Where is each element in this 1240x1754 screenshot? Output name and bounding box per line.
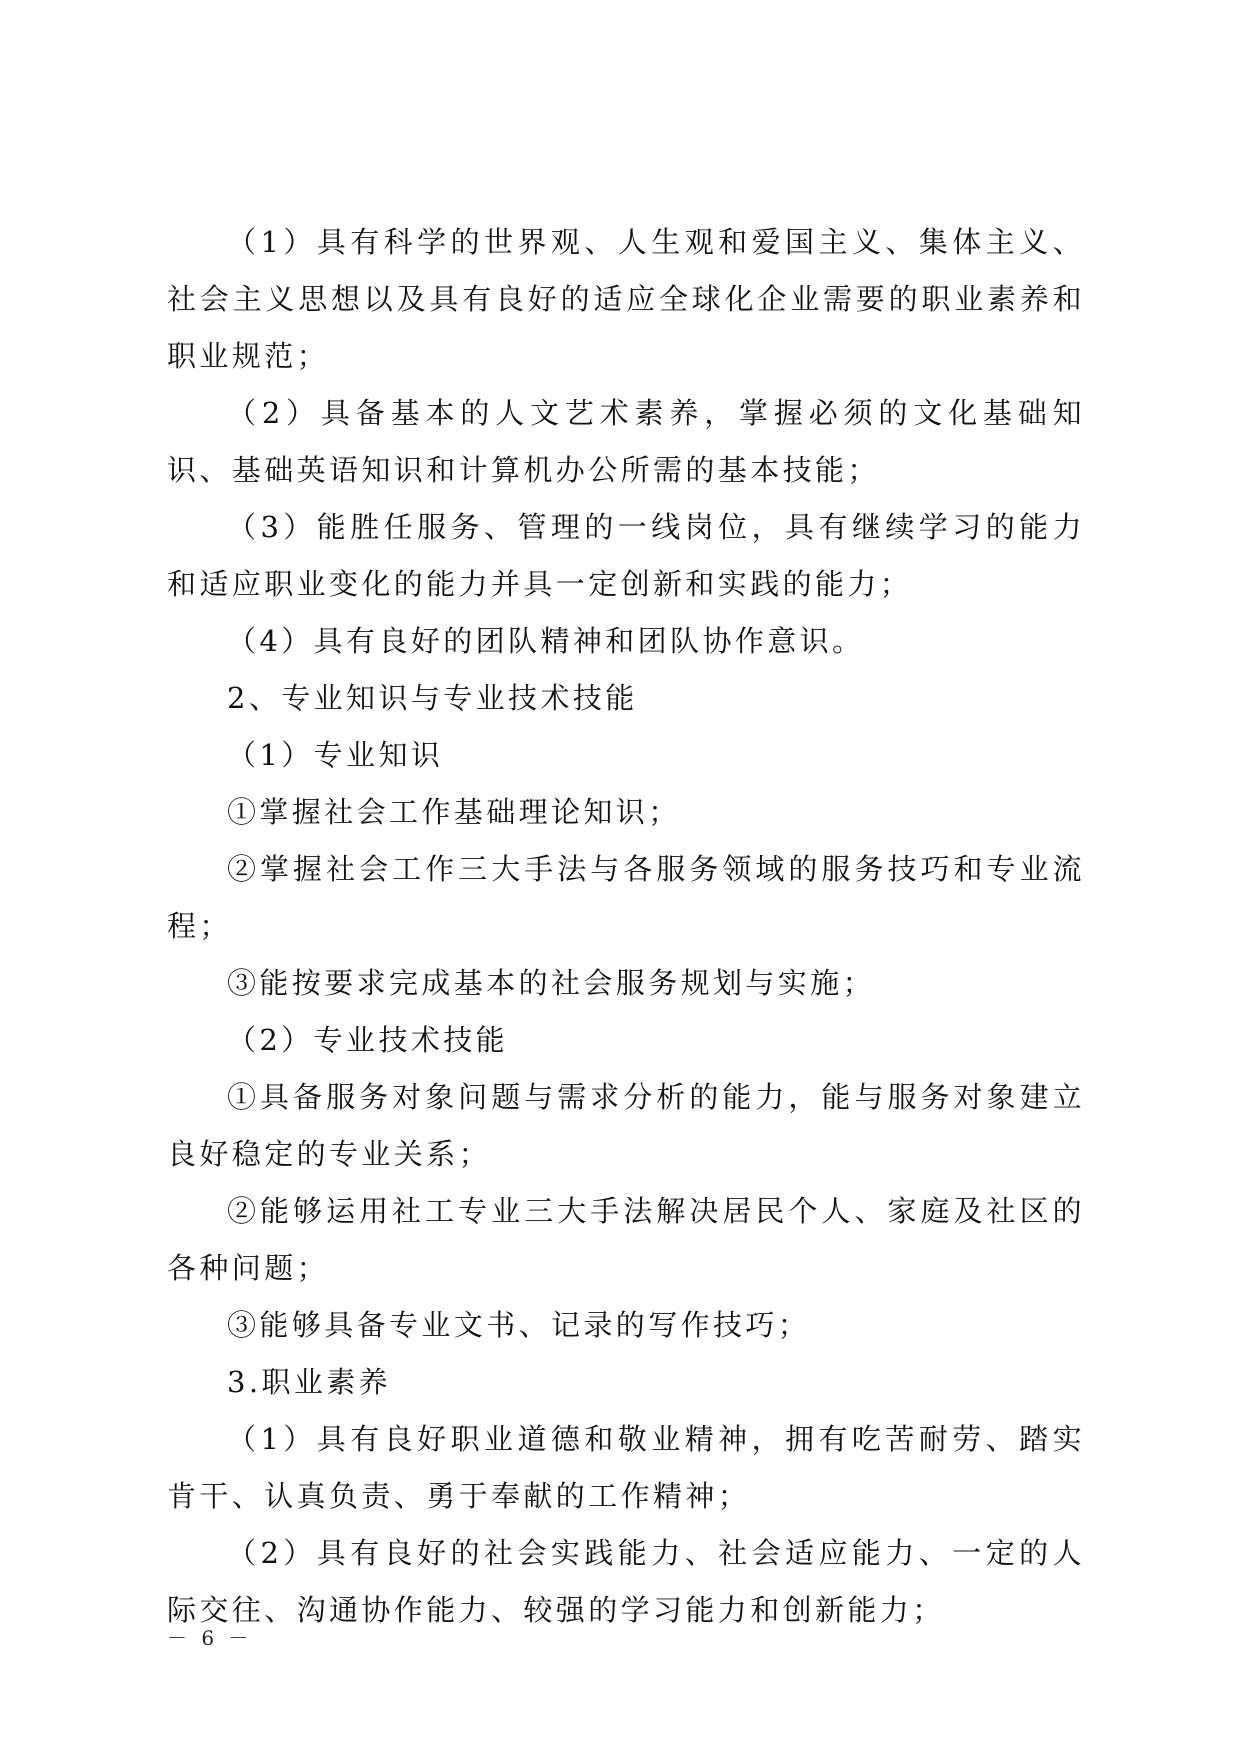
quality-item-1: （1）具有良好职业道德和敬业精神，拥有吃苦耐劳、踏实肯干、认真负责、勇于奉献的工作精神；	[167, 1422, 1085, 1513]
subheading-professional-knowledge: （1）专业知识	[227, 738, 444, 772]
subheading-technical-skills: （2）专业技术技能	[227, 1023, 509, 1057]
knowledge-item-3: ③能按要求完成基本的社会服务规划与实施；	[227, 966, 876, 1000]
skill-item-1: ①具备服务对象问题与需求分析的能力，能与服务对象建立良好稳定的专业关系；	[167, 1080, 1085, 1171]
knowledge-item-1: ①掌握社会工作基础理论知识；	[227, 795, 681, 829]
paragraph-general-4: （4）具有良好的团队精神和团队协作意识。	[227, 624, 865, 658]
paragraph-general-2: （2）具备基本的人文艺术素养，掌握必须的文化基础知识、基础英语知识和计算机办公所需的基本技能；	[167, 396, 1085, 487]
paragraph-general-1: （1）具有科学的世界观、人生观和爱国主义、集体主义、社会主义思想以及具有良好的适应全球化企业需要的职业素养和职业规范；	[167, 225, 1085, 373]
page-number: － 6 －	[167, 1626, 253, 1650]
section-heading-professional-skills: 2、专业知识与专业技术技能	[227, 681, 638, 715]
skill-item-3: ③能够具备专业文书、记录的写作技巧；	[227, 1308, 811, 1342]
skill-item-2: ②能够运用社工专业三大手法解决居民个人、家庭及社区的各种问题；	[167, 1194, 1085, 1285]
section-heading-professional-quality: 3.职业素养	[227, 1365, 392, 1399]
quality-item-2: （2）具有良好的社会实践能力、社会适应能力、一定的人际交往、沟通协作能力、较强的学习能力和创新能力；	[167, 1536, 1085, 1627]
knowledge-item-2: ②掌握社会工作三大手法与各服务领域的服务技巧和专业流程；	[167, 852, 1085, 943]
paragraph-general-3: （3）能胜任服务、管理的一线岗位，具有继续学习的能力和适应职业变化的能力并具一定创新和实践的能力；	[167, 510, 1085, 601]
document-body	[167, 214, 1085, 1639]
